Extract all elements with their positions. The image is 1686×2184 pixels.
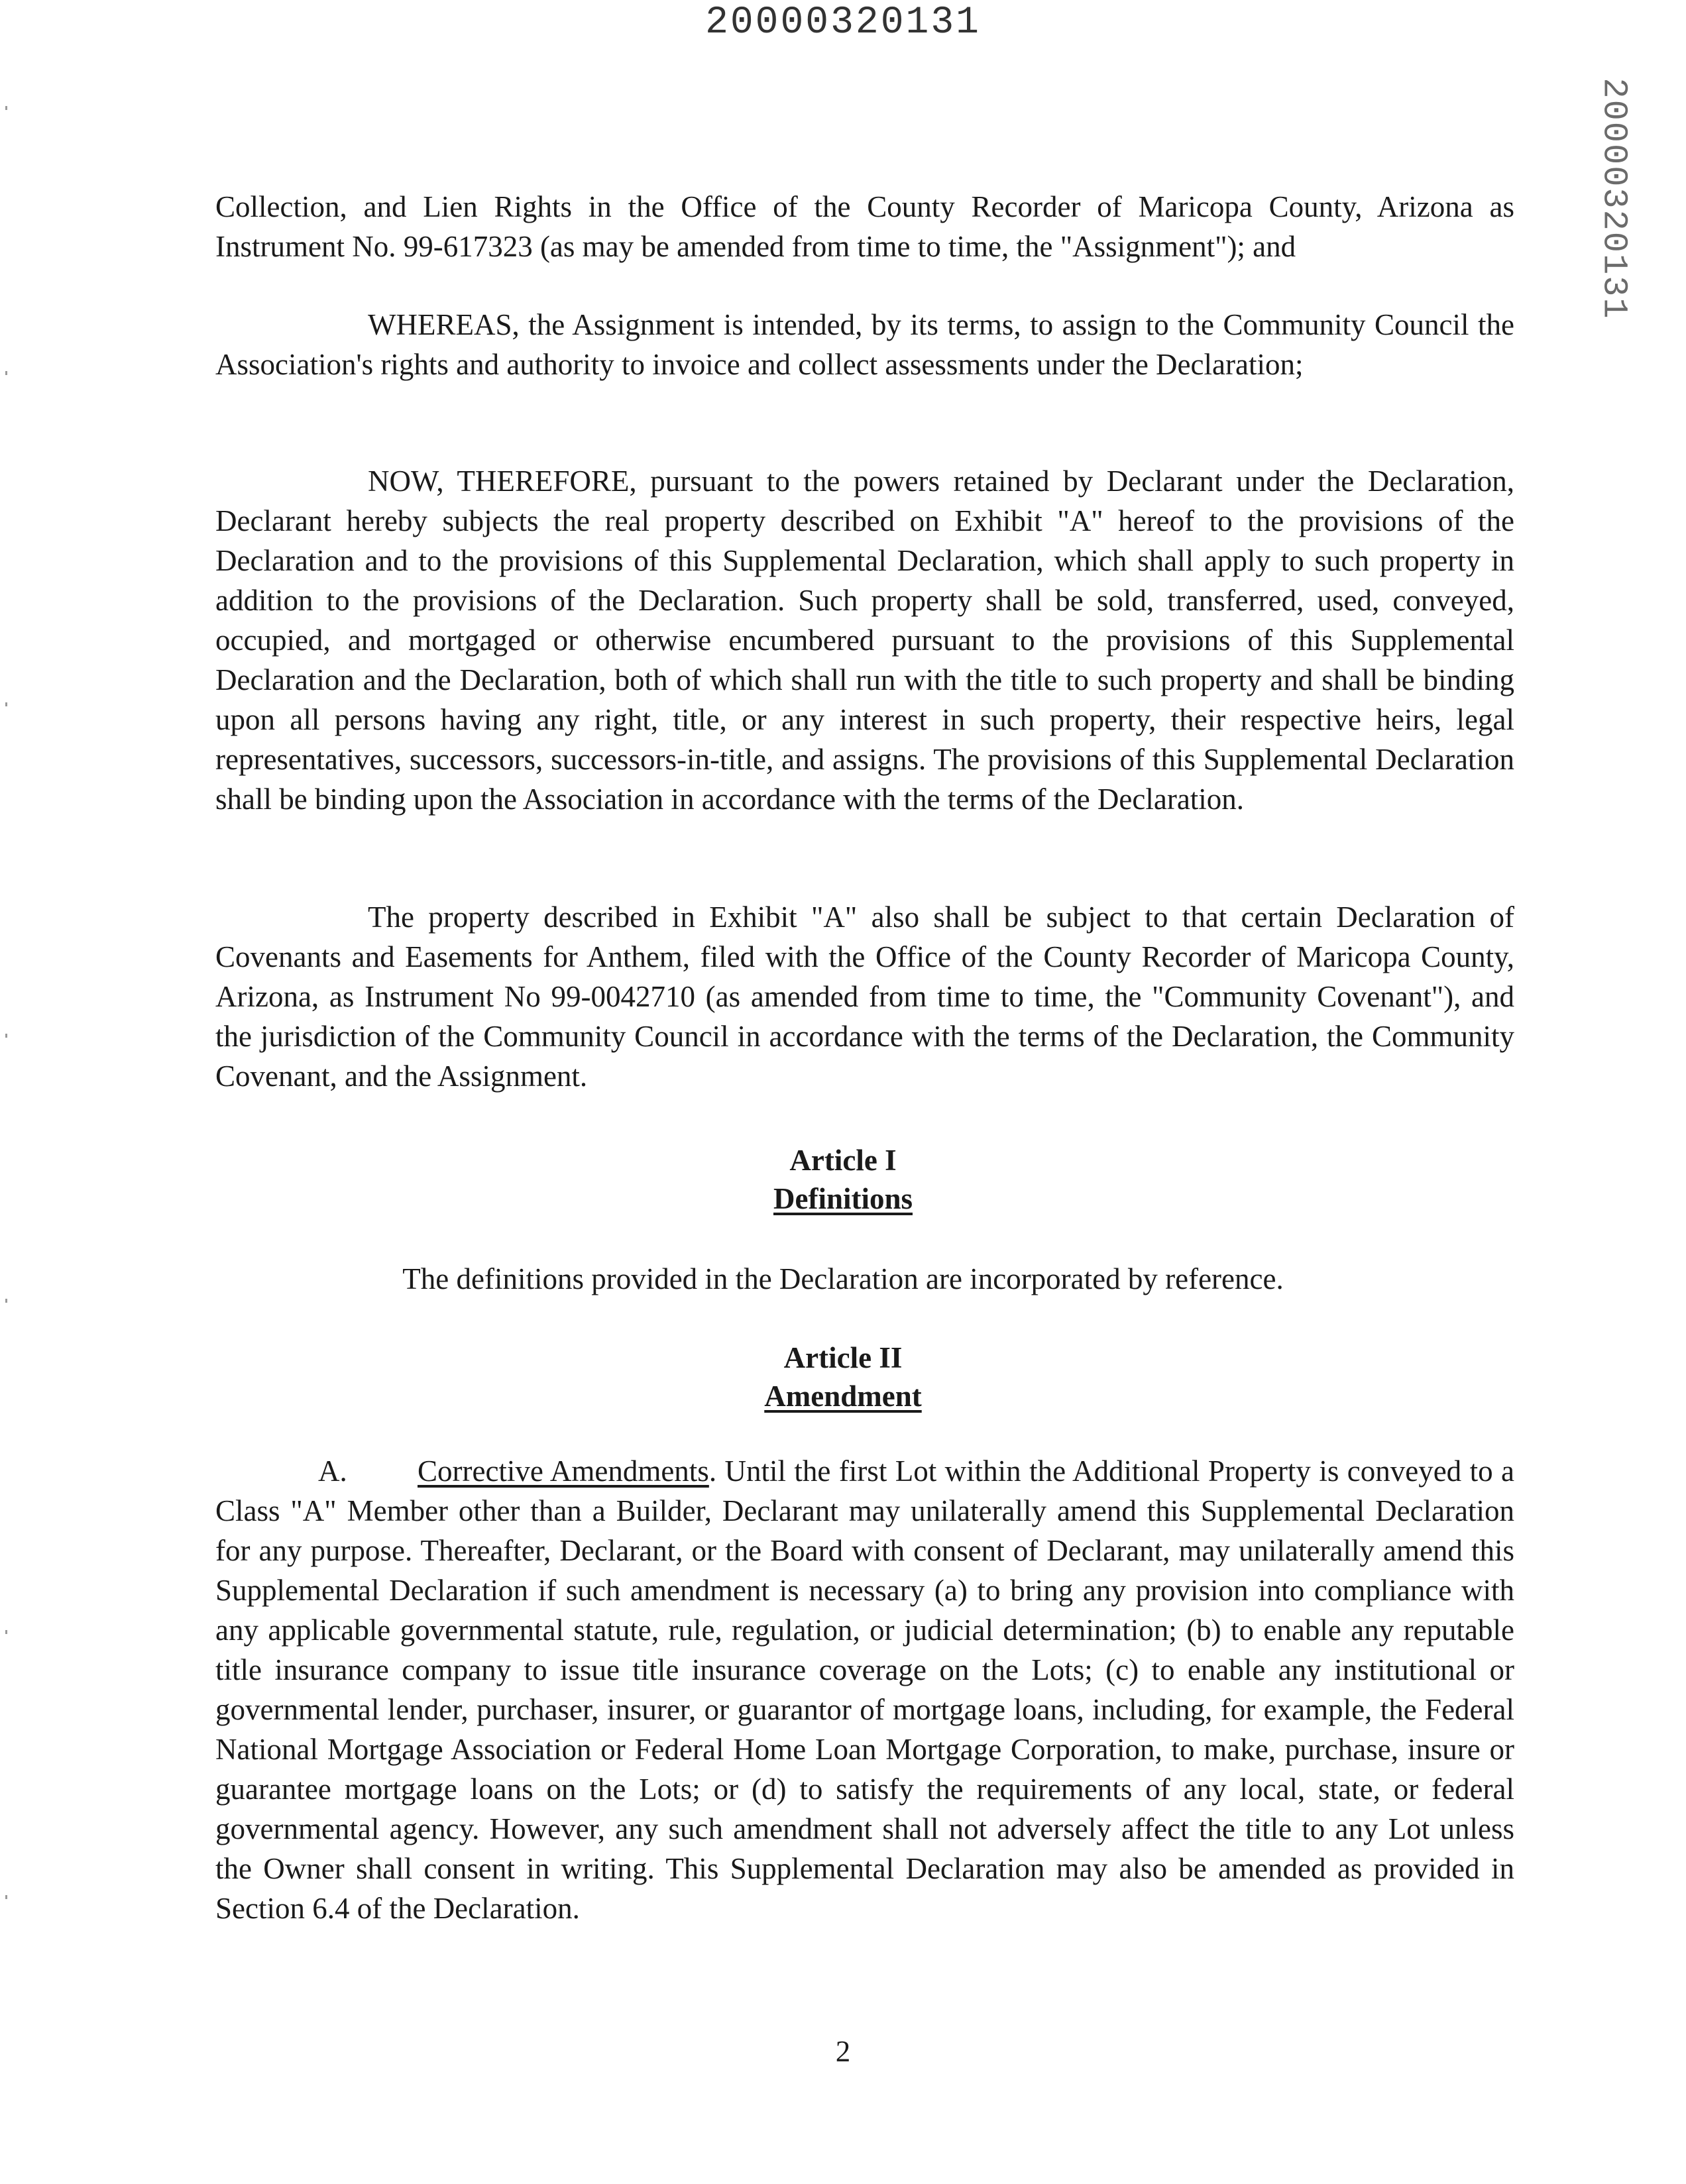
section-a-label: A. <box>318 1454 347 1488</box>
paragraph-exhibit-a: The property described in Exhibit "A" also shall be subject to that certain Declaration of Covenants and Easements for Anthem, filed with the Office of the County Recorder of Maricopa County, Arizona, as Instrument No 99-0042710 (as amended from time to time, the "Community Covenant"), and the jurisdiction of the Community Council in accordance with the terms of the Declaration, the Community Covenant, and the Assignment. <box>215 901 1514 1093</box>
side-recording-stamp <box>1591 78 1637 320</box>
scan-speck <box>5 1895 7 1899</box>
scan-speck <box>5 106 7 110</box>
article-1-title: Definitions <box>773 1182 913 1215</box>
scan-speck <box>5 371 7 375</box>
page-number: 2 <box>835 2035 851 2068</box>
article-2-title: Amendment <box>764 1380 922 1413</box>
section-a-text: . Until the first Lot within the Additional Property is conveyed to a Class "A" Member other than a Builder, Declarant may unilaterally amend this Supplemental Declaration for any purpose. Thereafter, Declarant, or the Board with consent of Declarant, may unilaterally amend this Supplemental Declaration if such amendment is necessary (a) to bring any provision into compliance with any applicable governmental statute, rule, regulation, or judicial determination; (b) to enable any reputable title insurance company to issue title insurance coverage on the Lots; (c) to enable any institutional or governmental lender, purchaser, insurer, or guarantor of mortgage loans, including, for example, the Federal National Mortgage Association or Federal Home Loan Mortgage Corporation, to make, purchase, insure or guarantee mortgage loans on the Lots; or (d) to satisfy the requirements of any local, state, or federal governmental agency. However, any such amendment shall not adversely affect the title to any Lot unless the Owner shall consent in writing. This Supplemental Declaration may also be amended as provided in Section 6.4 of the Declaration. <box>215 1454 1515 1925</box>
paragraph-assignment-continued: Collection, and Lien Rights in the Office of the County Recorder of Maricopa County, Arizona as Instrument No. 99-617323 (as may be amended from time to time, the "Assignment"); and <box>215 190 1514 263</box>
scan-speck <box>5 1299 7 1303</box>
recording-number: 20000320131 <box>705 1 981 44</box>
paragraph-whereas: WHEREAS, the Assignment is intended, by its terms, to assign to the Community Council the Association's rights and authority to invoice and collect assessments under the Declaration; <box>215 308 1514 381</box>
paragraph-now-therefore: NOW, THEREFORE, pursuant to the powers retained by Declarant under the Declaration, Declarant hereby subjects the real property described on Exhibit "A" hereof to the provisions of the Declaration and to the provisions of this Supplemental Declaration, which shall apply to such property in addition to the provisions of the Declaration. Such property shall be sold, transferred, used, conveyed, occupied, and mortgaged or otherwise encumbered pursuant to the provisions of this Supplemental Declaration and the Declaration, both of which shall run with the title to such property and shall be binding upon all persons having any right, title, or any interest in such property, their respective heirs, legal representatives, successors, successors-in-title, and assigns. The provisions of this Supplemental Declaration shall be binding upon the Association in accordance with the terms of the Declaration. <box>215 464 1514 816</box>
side-stamp-text: 20000320131 <box>1594 78 1634 320</box>
scan-speck <box>5 1034 7 1038</box>
section-a-corrective-amendments <box>215 1451 1514 1928</box>
article-1-number: Article I <box>789 1144 897 1177</box>
scan-speck <box>5 1630 7 1634</box>
article-2-number: Article II <box>783 1341 903 1374</box>
article-1-text: The definitions provided in the Declaration are incorporated by reference. <box>402 1262 1284 1295</box>
scan-speck <box>5 702 7 706</box>
section-a-title: Corrective Amendments <box>418 1454 709 1488</box>
